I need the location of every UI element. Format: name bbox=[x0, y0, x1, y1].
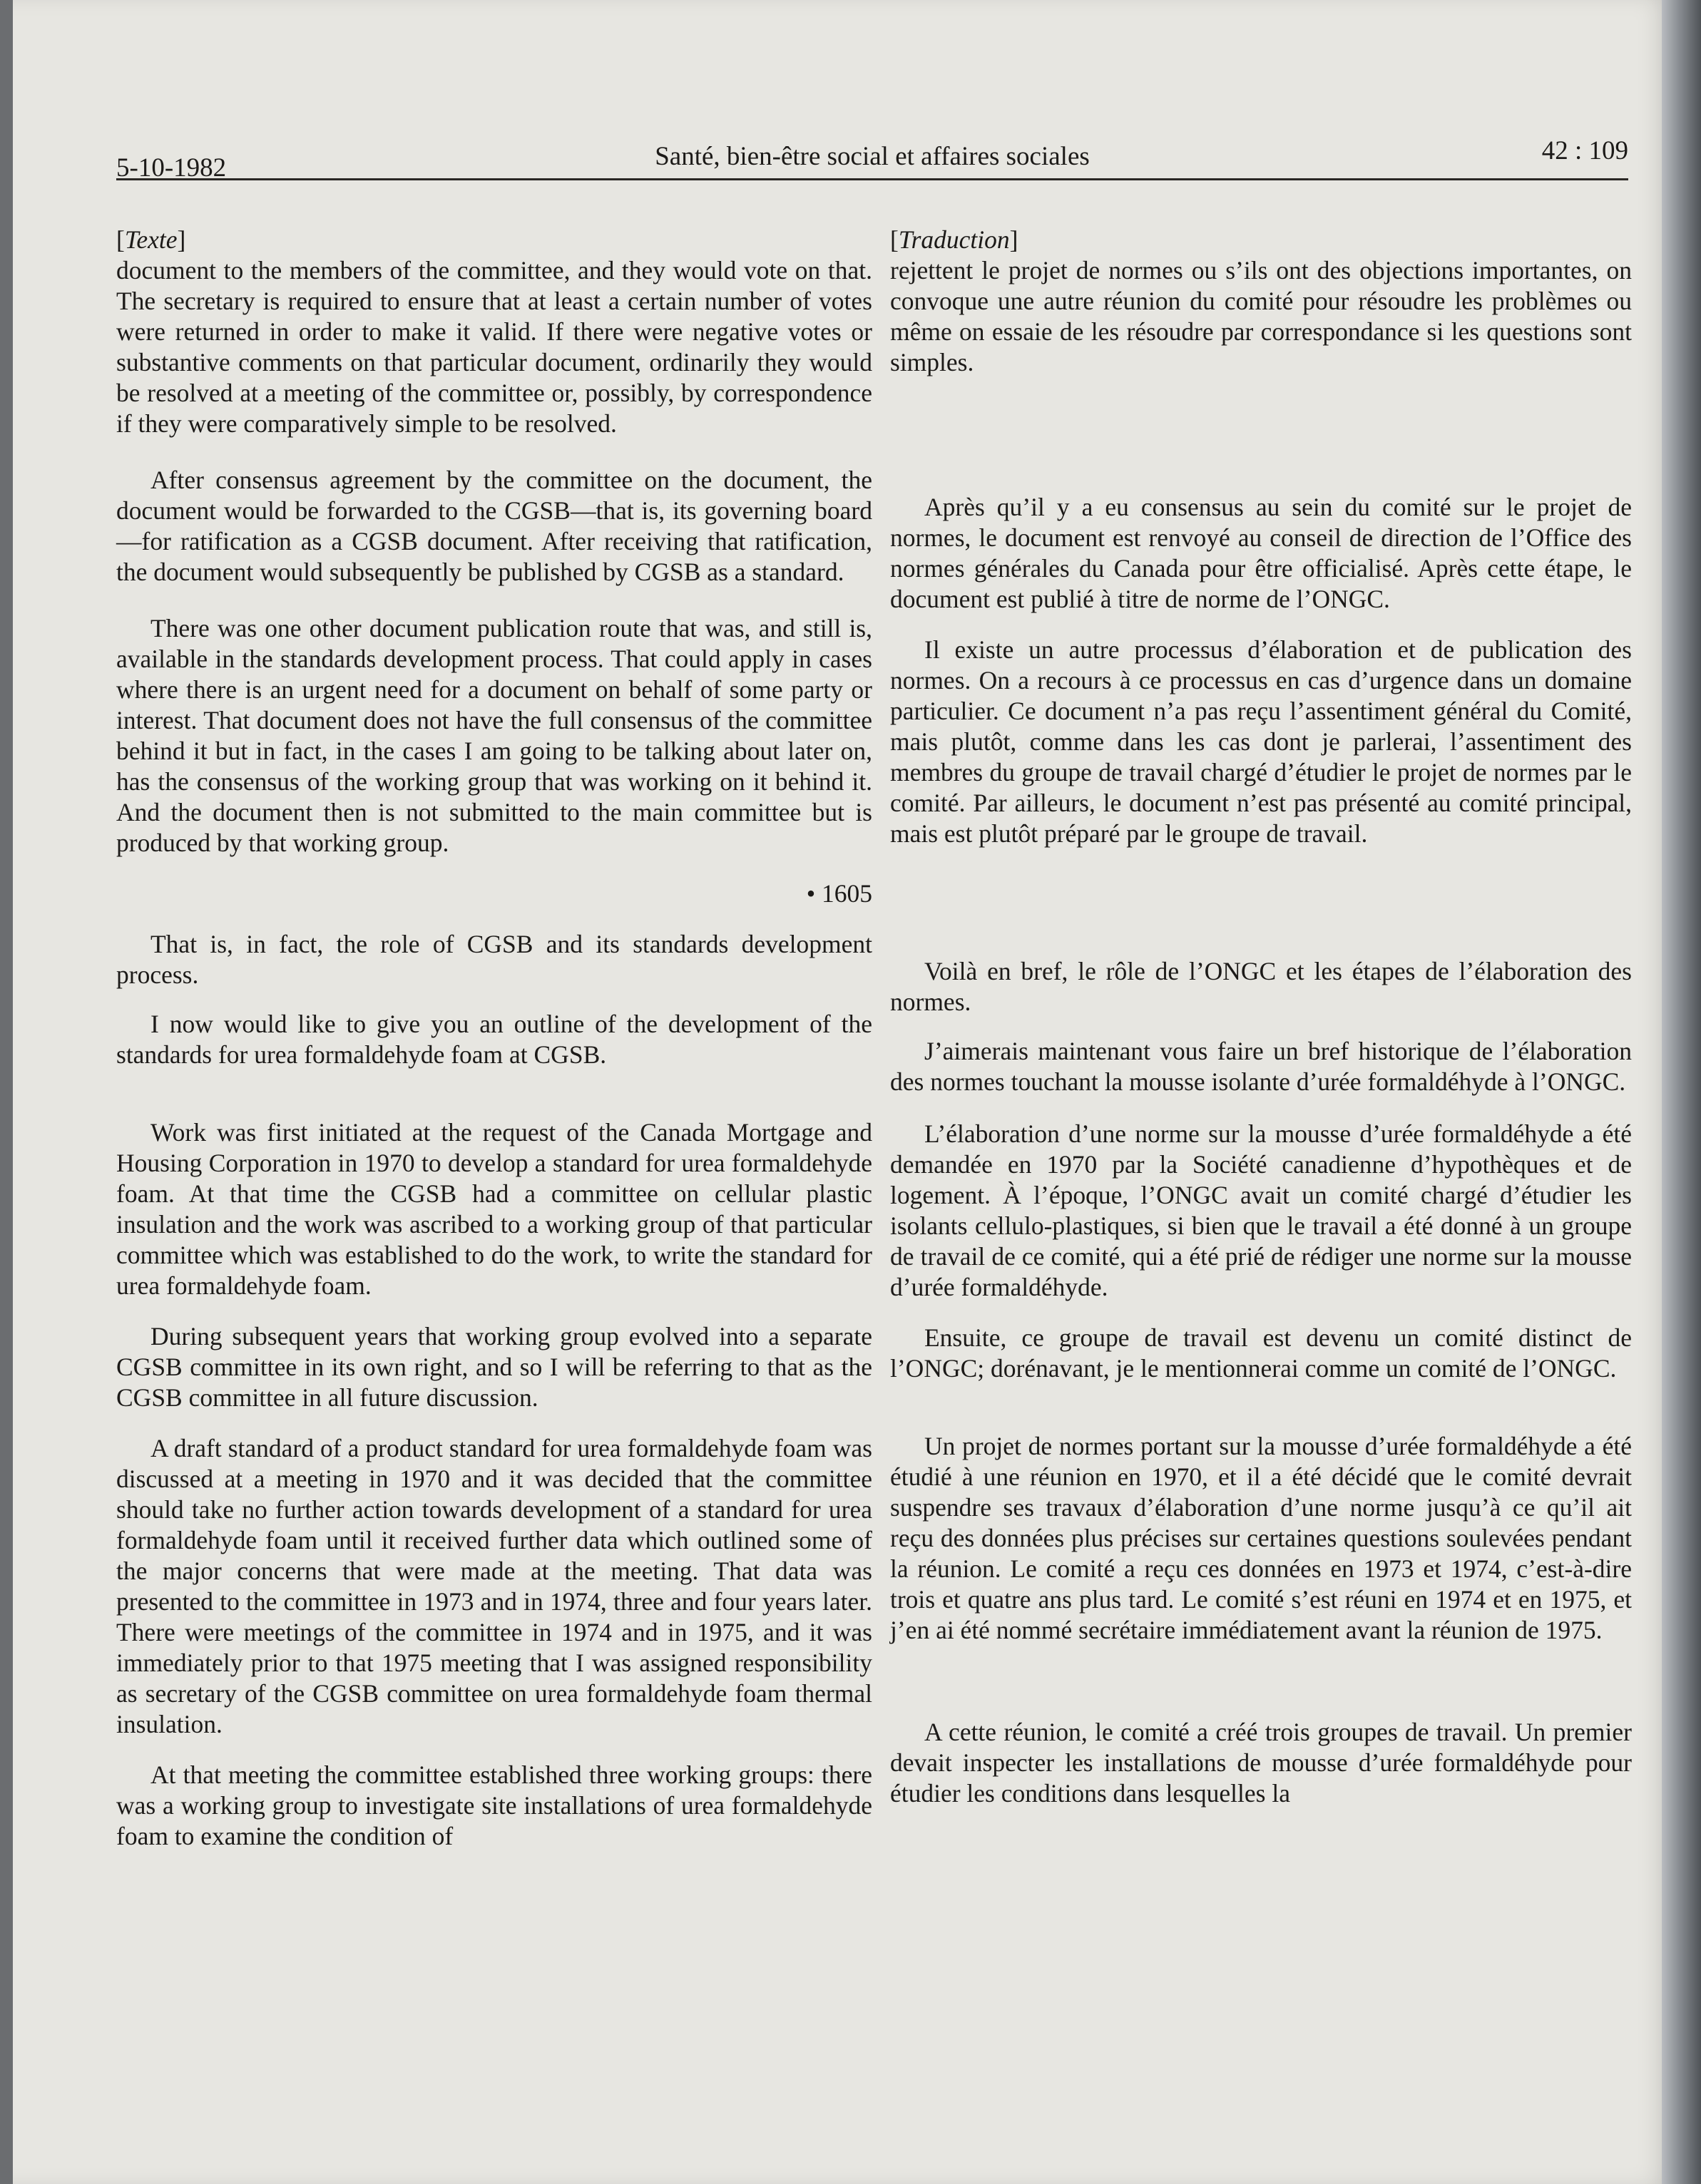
paragraph: At that meeting the committee established three working groups: there was a working group to investigate site installations of urea formaldehyde foam to examine the condition of bbox=[116, 1760, 872, 1850]
paragraph: That is, in fact, the role of CGSB and its standards development process. bbox=[116, 930, 872, 989]
french-column bbox=[890, 225, 1632, 1809]
document-page bbox=[13, 0, 1675, 2184]
paragraph: I now would like to give you an outline of the development of the standards for urea formaldehyde foam at CGSB. bbox=[116, 1010, 872, 1069]
paragraph: There was one other document publication route that was, and still is, available in the standards development process. That could apply in cases where there is an urgent need for a document on behalf of some party or interest. That document does not have the full consensus of the committee behind it but in fact, in the cases I am going to be talking about later on, has the consensus of the working group that was working on it behind it. And the document then is not submitted to the main committee but is produced by that working group. bbox=[116, 614, 872, 857]
paragraph: Work was first initiated at the request of the Canada Mortgage and Housing Corporation in 1970 to develop a standard for urea formaldehyde foam. At that time the CGSB had a committee on cellular plastic insulation and the work was ascribed to a working group of that particular committee which was established to do the work, to write the standard for urea formaldehyde foam. bbox=[116, 1118, 872, 1300]
paragraph: Ensuite, ce groupe de travail est devenu un comité distinct de l’ONGC; dorénavant, je le mentionnerai comme un comité de l’ONGC. bbox=[890, 1323, 1632, 1383]
paragraph: After consensus agreement by the committee on the document, the document would be forwarded to the CGSB—that is, its governing board—for ratification as a CGSB document. After receiving that ratification, the document would subsequently be published by CGSB as a standard. bbox=[116, 466, 872, 586]
page-header bbox=[116, 135, 1628, 183]
header-page-number: 42 : 109 bbox=[1541, 136, 1628, 165]
paragraph: L’élaboration d’une norme sur la mousse d’urée formaldéhyde a été demandée en 1970 par la Société canadienne d’hypothèques et de logement. À l’époque, l’ONGC avait un comité chargé d’étudier les isolants cellulo-plastiques, si bien que le travail a été donné à un groupe de travail de ce comité, qui a été prié de rédiger une norme sur la mousse d’urée formaldéhyde. bbox=[890, 1119, 1632, 1301]
paragraph: rejettent le projet de normes ou s’ils ont des objections importantes, on convoque une autre réunion du comité pour résoudre les problèmes ou même on essaie de les résoudre par correspondance si les questions sont simples. bbox=[890, 256, 1632, 376]
book-binding-edge bbox=[1662, 0, 1701, 2184]
paragraph: A cette réunion, le comité a créé trois groupes de travail. Un premier devait inspecter les installations de mousse d’urée formaldéhyde pour étudier les conditions dans lesquelles la bbox=[890, 1718, 1632, 1808]
paragraph: During subsequent years that working group evolved into a separate CGSB committee in its own right, and so I will be referring to that as the CGSB committee in all future discussion. bbox=[116, 1322, 872, 1412]
english-column bbox=[116, 225, 872, 1852]
paragraph: Il existe un autre processus d’élaboration et de publication des normes. On a recours à ce processus en cas d’urgence dans un domaine particulier. Ce document n’a pas reçu l’assentiment général du Comité, mais plutôt, comme dans les cas dont je parlerai, l’assentiment des membres du groupe de travail chargé d’étudier le projet de normes par le comité. Par ailleurs, le document n’est pas présenté au comité principal, mais est plutôt préparé par le groupe de travail. bbox=[890, 635, 1632, 848]
paragraph: Voilà en bref, le rôle de l’ONGC et les étapes de l’élaboration des normes. bbox=[890, 957, 1632, 1016]
paragraph: J’aimerais maintenant vous faire un bref historique de l’élaboration des normes touchant la mousse isolante d’urée formaldéhyde à l’ONGC. bbox=[890, 1037, 1632, 1096]
column-label: [Traduction] bbox=[890, 225, 1018, 254]
header-title: Santé, bien-être social et affaires sociales bbox=[655, 142, 1090, 171]
paragraph: Un projet de normes portant sur la mousse d’urée formaldéhyde a été étudié à une réunion en 1970, et il a été décidé que le comité devrait suspendre ses travaux d’élaboration d’une norme jusqu’à ce qu’il ait reçu des données plus précises sur certaines questions soulevées pendant la réunion. Le comité a reçu ces données en 1973 et 1974, c’est-à-dire trois et quatre ans plus tard. Le comité s’est réuni en 1974 et en 1975, et j’en ai été nommé secrétaire immédiatement avant la réunion de 1975. bbox=[890, 1432, 1632, 1644]
paragraph: document to the members of the committee, and they would vote on that. The secretary is required to ensure that at least a certain number of votes were returned in order to make it valid. If there were negative votes or substantive comments on that particular document, ordinarily they would be resolved at a meeting of the committee or, possibly, by correspondence if they were comparatively simple to be resolved. bbox=[116, 256, 872, 438]
column-label: [Texte] bbox=[116, 225, 186, 254]
time-marker: • 1605 bbox=[806, 879, 872, 908]
paragraph: Après qu’il y a eu consensus au sein du comité sur le projet de normes, le document est renvoyé au conseil de direction de l’Office des normes générales du Canada pour être officialisé. Après cette étape, le document est publié à titre de norme de l’ONGC. bbox=[890, 493, 1632, 613]
paragraph: A draft standard of a product standard for urea formaldehyde foam was discussed at a meeting in 1970 and it was decided that the committee should take no further action towards development of a standard for urea formaldehyde foam until it received further data which outlined some of the major concerns that were made at the meeting. That data was presented to the committee in 1973 and in 1974, three and four years later. There were meetings of the committee in 1974 and in 1975, and it was immediately prior to that 1975 meeting that I was assigned responsibility as secretary of the CGSB committee on urea formaldehyde foam thermal insulation. bbox=[116, 1434, 872, 1738]
header-date: 5-10-1982 bbox=[116, 153, 227, 183]
